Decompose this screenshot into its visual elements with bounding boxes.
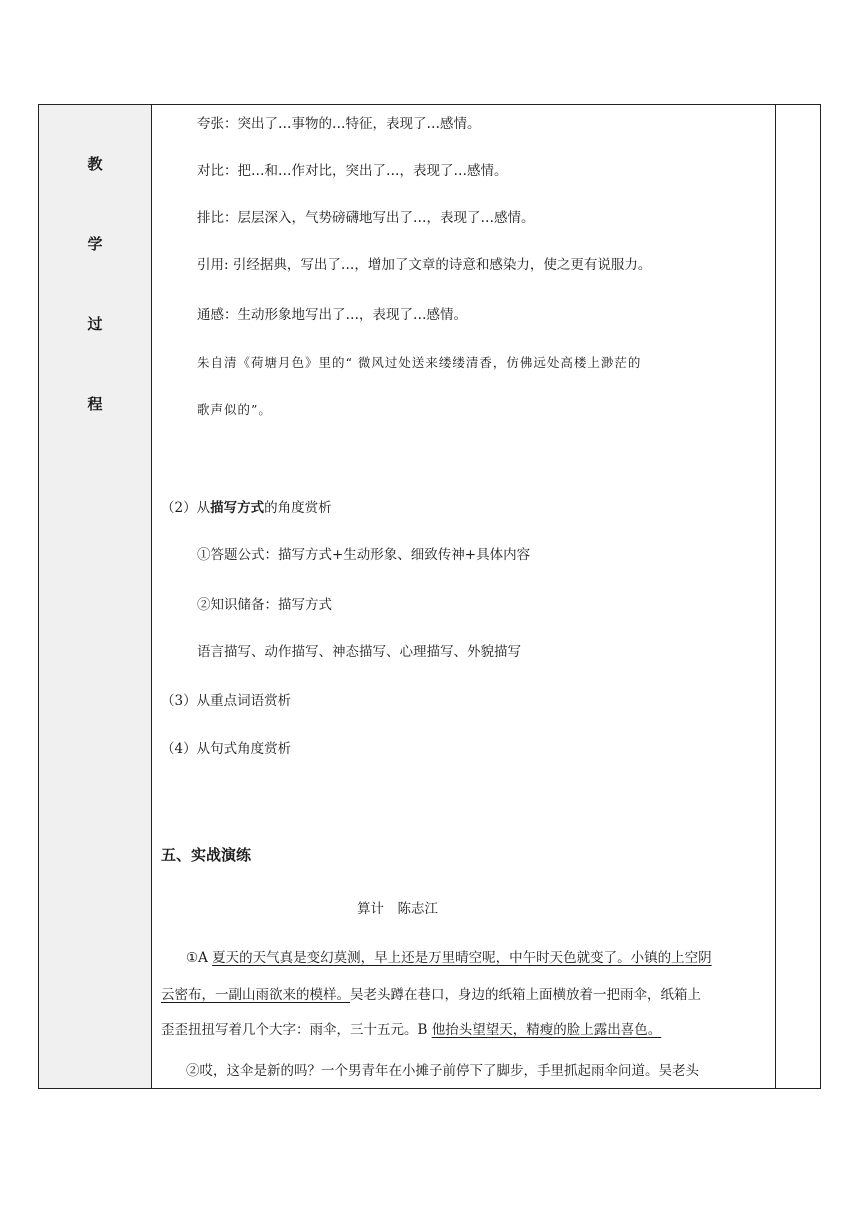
section-2-bold: 描写方式 (210, 500, 265, 516)
lesson-table (38, 104, 821, 1089)
paragraph-1-line-2 (161, 986, 701, 1004)
rhetoric-synesthesia: 通感：生动形象地写出了…，表现了…感情。 (197, 307, 467, 323)
section-2-suffix: 的角度赏析 (264, 500, 332, 516)
example-line: 歌声似的”。 (197, 402, 272, 417)
paragraph-2-line-1: ②哎，这伞是新的吗？一个男青年在小摊子前停下了脚步，手里抓起雨伞问道。吴老头 (186, 1063, 699, 1079)
section-2-title (161, 499, 332, 517)
paragraph-1-line-1 (186, 949, 712, 967)
p1-underlined-b: 他抬头望望天，精瘦的脸上露出喜色。 (431, 1022, 662, 1038)
p1-text: 歪歪扭扭写着几个大字：雨伞，三十五元。B (161, 1022, 432, 1038)
column-divider (151, 105, 152, 1088)
section-2-prefix: （2）从 (161, 500, 211, 516)
p1-marker: ①A (186, 950, 213, 966)
p1-underlined-a-end: 云密布，一副山雨欲来的模样。 (161, 987, 350, 1003)
answer-formula: ①答题公式：描写方式+生动形象、细致传神+具体内容 (197, 547, 531, 563)
section-3-title: （3）从重点词语赏析 (161, 693, 292, 709)
label-char-guo: 过 (87, 315, 103, 333)
label-char-cheng: 程 (87, 395, 103, 413)
section-4-title: （4）从句式角度赏析 (161, 741, 292, 757)
p1-text: 吴老头蹲在巷口，身边的纸箱上面横放着一把雨伞，纸箱上 (350, 987, 701, 1003)
column-divider (775, 105, 776, 1088)
label-char-xue: 学 (87, 235, 103, 253)
rhetoric-parallelism: 排比：层层深入，气势磅礴地写出了…，表现了…感情。 (197, 210, 535, 226)
rhetoric-hyperbole: 夸张：突出了…事物的…特征，表现了…感情。 (197, 116, 481, 132)
paragraph-1-line-3 (161, 1021, 661, 1039)
example-line: 朱自清《荷塘月色》里的“ 微风过处送来缕缕清香，仿佛远处高楼上渺茫的 (197, 355, 642, 370)
left-label-cell (39, 105, 151, 1088)
p1-underlined-a: 夏天的天气真是变幻莫测，早上还是万里晴空呢，中午时天色就变了。小镇的上空阴 (212, 950, 712, 966)
rhetoric-quotation: 引用: 引经据典，写出了…，增加了文章的诗意和感染力，使之更有说服力。 (197, 257, 652, 273)
label-char-jiao: 教 (87, 155, 103, 173)
article-title: 算计 陈志江 (357, 901, 438, 917)
section-5-heading: 五、实战演练 (161, 846, 252, 864)
rhetoric-contrast: 对比：把…和…作对比，突出了…，表现了…感情。 (197, 163, 508, 179)
knowledge-reserve: ②知识储备：描写方式 (197, 597, 332, 613)
description-methods: 语言描写、动作描写、神态描写、心理描写、外貌描写 (197, 644, 521, 660)
